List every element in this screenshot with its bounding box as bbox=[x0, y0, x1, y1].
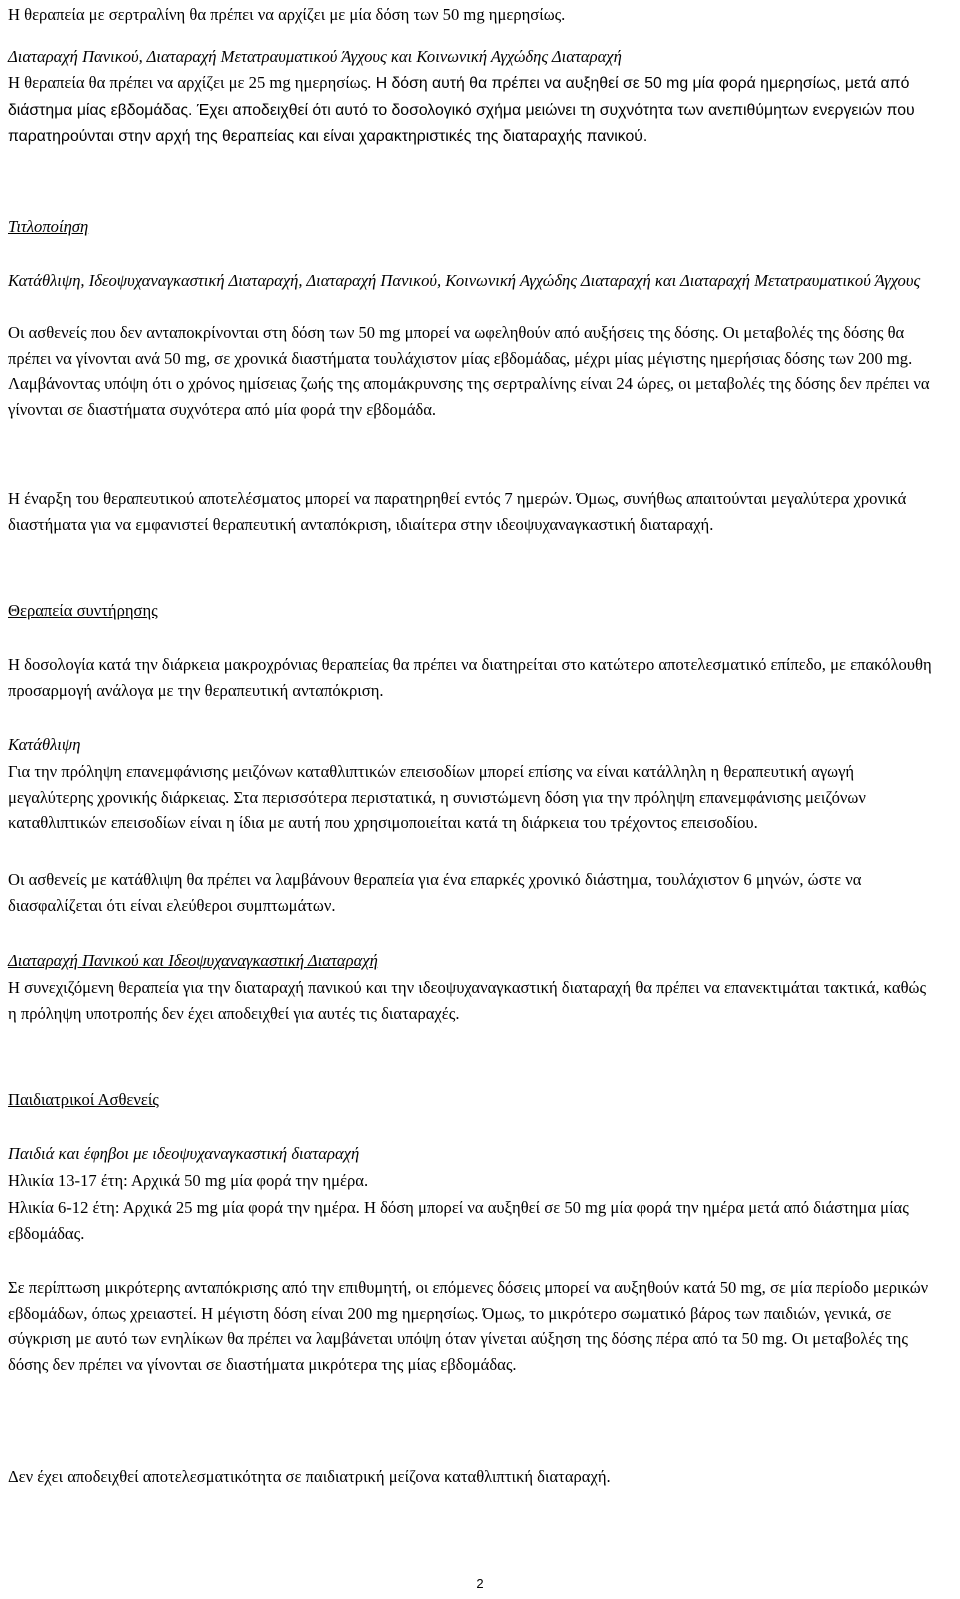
paragraph-panic-dosing-serif: Η θεραπεία θα πρέπει να αρχίζει με 25 mg ημερησίως. bbox=[8, 73, 372, 92]
heading-maintenance: Θεραπεία συντήρησης bbox=[8, 601, 158, 620]
paragraph-panic-dosing-sans: Η δόση αυτή θα πρέπει να αυξηθεί σε 50 mg μία φορά ημερησίως, μετά από διάστημα μίας εβδομάδας. Έχει αποδειχθεί ότι αυτό το δοσολογικό σχήμα μειώνει τη συχνότητα των ανεπιθύμητων ενεργειών που παρατηρούνται στην αρχή της θεραπείας και είναι χαρακτηριστικές της διαταραχής πανικού. bbox=[8, 75, 915, 146]
heading-panic-ocd: Διαταραχή Πανικού και Ιδεοψυχαναγκαστική Διαταραχή bbox=[8, 951, 378, 970]
paragraph-panic-dosing bbox=[8, 70, 938, 150]
heading-panic-ptsd-social: Διαταραχή Πανικού, Διαταραχή Μετατραυματικού Άγχους και Κοινωνική Αγχώδης Διαταραχή bbox=[8, 47, 622, 66]
heading-titration: Τιτλοποίηση bbox=[8, 217, 89, 236]
paragraph-onset: Η έναρξη του θεραπευτικού αποτελέσματος μπορεί να παρατηρηθεί εντός 7 ημερών. Όμως, συνήθως απαιτούνται μεγαλύτερα χρονικά διαστήματα για να εμφανιστεί θεραπευτική ανταπόκριση, ιδιαίτερα στην ιδεοψυχαναγκαστική διαταραχή. bbox=[8, 489, 907, 534]
heading-children-ocd: Παιδιά και έφηβοι με ιδεοψυχαναγκαστική διαταραχή bbox=[8, 1144, 360, 1163]
paragraph-depression-prevention: Για την πρόληψη επανεμφάνισης μειζόνων καταθλιπτικών επεισοδίων μπορεί επίσης να είναι κατάλληλη η θεραπευτική αγωγή μεγαλύτερης χρονικής διάρκειας. Στα περισσότερα περιστατικά, η συνιστώμενη δόση για την πρόληψη επανεμφάνισης μειζόνων καταθλιπτικών επεισοδίων είναι η ίδια με αυτή που χρησιμοποιείται κατά τη διάρκεια του τρέχοντος επεισοδίου. bbox=[8, 762, 866, 833]
paragraph-age-6-12 bbox=[8, 1195, 938, 1246]
heading-depression: Κατάθλιψη bbox=[8, 735, 81, 754]
paragraph-panic-ocd: Η συνεχιζόμενη θεραπεία για την διαταραχή πανικού και την ιδεοψυχαναγκαστική διαταραχή θα πρέπει να επανεκτιμάται τακτικά, καθώς η πρόληψη υποτροπής δεν έχει αποδειχθεί για αυτές τις διαταραχές. bbox=[8, 978, 927, 1023]
paragraph-depression-duration: Οι ασθενείς με κατάθλιψη θα πρέπει να λαμβάνουν θεραπεία για ένα επαρκές χρονικό διάστημα, τουλάχιστον 6 μηνών, ώστε να διασφαλίζεται ότι είναι ελεύθεροι συμπτωμάτων. bbox=[8, 870, 862, 915]
heading-titration-indications: Κατάθλιψη, Ιδεοψυχαναγκαστική Διαταραχή, Διαταραχή Πανικού, Κοινωνική Αγχώδης Διαταραχή και Διαταραχή Μετατραυματικού Άγχους bbox=[8, 271, 921, 290]
paragraph-pediatric-titration: Σε περίπτωση μικρότερης ανταπόκρισης από την επιθυμητή, οι επόμενες δόσεις μπορεί να αυξηθούν κατά 50 mg, σε μία περίοδο μερικών εβδομάδων, όπως χρειαστεί. Η μέγιστη δόση είναι 200 mg ημερησίως. Όμως, το μικρότερο σωματικό βάρος των παιδιών, γενικά, σε σύγκριση με αυτό των ενηλίκων θα πρέπει να λαμβάνεται υπόψη όταν γίνεται αύξηση της δόσης πέρα από τα 50 mg. Οι μεταβολές της δόσης δεν πρέπει να γίνονται σε διαστήματα μικρότερα της μίας εβδομάδας. bbox=[8, 1278, 929, 1374]
paragraph-age-6-12-start: Ηλικία 6-12 έτη: Αρχικά 25 mg μία φορά την ημέρα. bbox=[8, 1198, 360, 1217]
paragraph-maintenance: Η δοσολογία κατά την διάρκεια μακροχρόνιας θεραπείας θα πρέπει να διατηρείται στο κατώτερο αποτελεσματικό επίπεδο, με επακόλουθη προσαρμογή ανάλογα με την θεραπευτική ανταπόκριση. bbox=[8, 655, 932, 700]
page-number: 2 bbox=[476, 1576, 484, 1591]
paragraph-age-13-17: Ηλικία 13-17 έτη: Αρχικά 50 mg μία φορά την ημέρα. bbox=[8, 1171, 369, 1190]
paragraph-titration: Οι ασθενείς που δεν ανταποκρίνονται στη δόση των 50 mg μπορεί να ωφεληθούν από αυξήσεις της δόσης. Οι μεταβολές της δόσης θα πρέπει να γίνονται ανά 50 mg, σε χρονικά διαστήματα τουλάχιστον μίας εβδομάδας, μέχρι μίας μέγιστης ημερήσιας δόσης των 200 mg. Λαμβάνοντας υπόψη ότι ο χρόνος ημίσειας ζωής της απομάκρυνσης της σερτραλίνης είναι 24 ώρες, οι μεταβολές της δόσης δεν πρέπει να γίνονται σε διαστήματα συχνότερα από μία φορά την εβδομάδα. bbox=[8, 323, 930, 419]
heading-pediatric: Παιδιατρικοί Ασθενείς bbox=[8, 1090, 159, 1109]
paragraph-initial-dose: Η θεραπεία με σερτραλίνη θα πρέπει να αρχίζει με μία δόση των 50 mg ημερησίως. bbox=[8, 5, 566, 24]
paragraph-age-6-12-rest: Η δόση μπορεί να αυξηθεί σε 50 mg μία φορά την ημέρα μετά από διάστημα μίας εβδομάδας. bbox=[8, 1198, 909, 1243]
paragraph-pediatric-depression: Δεν έχει αποδειχθεί αποτελεσματικότητα σε παιδιατρική μείζονα καταθλιπτική διαταραχή. bbox=[8, 1467, 611, 1486]
